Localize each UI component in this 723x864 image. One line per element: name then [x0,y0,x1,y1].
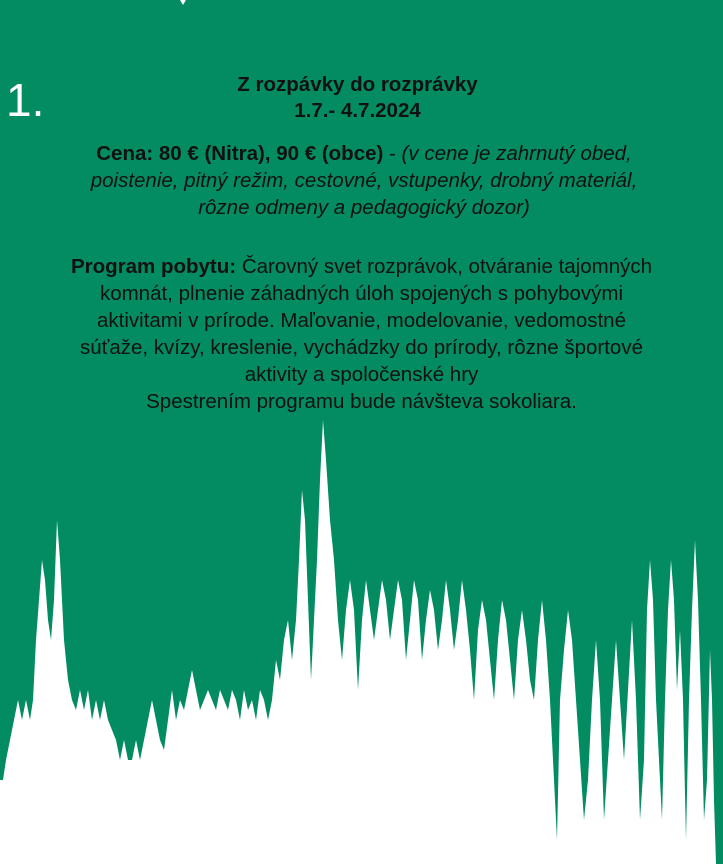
price-line-1 [14,140,714,167]
program-line: komnát, plnenie záhadných úloh spojených s pohybovými [99,282,624,305]
price-note-line: rôzne odmeny a pedagogický dozor) [198,196,530,219]
price-note-line: poistenie, pitný režim, cestovné, vstupenky, drobný materiál, [90,169,638,192]
price-label: Cena: 80 € (Nitra), 90 € (obce) [96,142,384,165]
item-number: 1. [6,74,45,126]
program-line: Spestrením programu bude návšteva sokoliara. [146,390,577,413]
program-section [4,253,719,415]
title-block [0,72,715,124]
program-line: aktivity a spoločenské hry [244,363,479,386]
program-line [4,253,719,280]
program-line: súťaže, kvízy, kreslenie, vychádzky do prírody, rôzne športové [80,336,643,359]
program-label: Program pobytu: [70,255,237,278]
program-line: aktivitami v prírode. Maľovanie, modelovanie, vedomostné [97,309,626,332]
program-text: Čarovný svet rozprávok, otváranie tajomných [236,255,653,278]
price-separator: - [383,142,402,165]
camp-dates: 1.7.- 4.7.2024 [294,99,421,122]
camp-title: Z rozpávky do rozprávky [237,73,478,96]
price-section [14,140,714,221]
price-note-line: (v cene je zahrnutý obed, [401,142,632,165]
